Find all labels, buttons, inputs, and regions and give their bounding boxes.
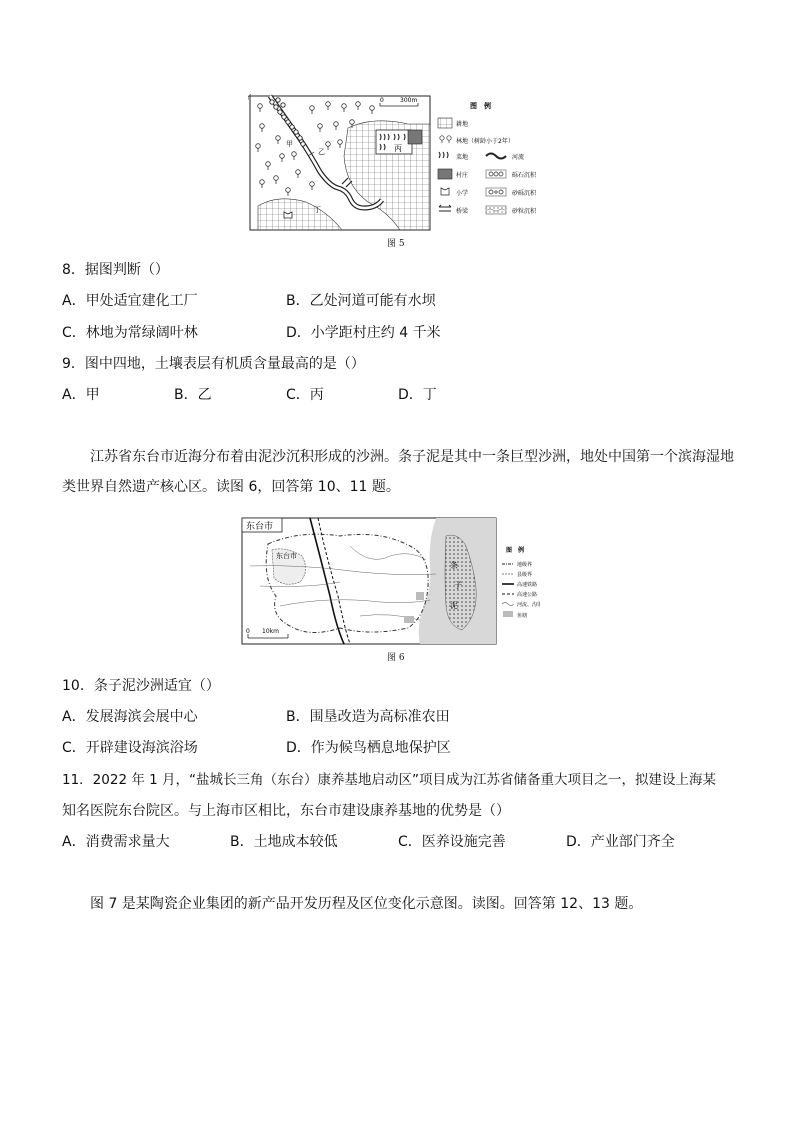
legend-vegetable: 菜地 — [456, 154, 469, 161]
scale-zero: 0 — [380, 97, 384, 104]
q8-option-b[interactable]: B．乙处河道可能有水坝 — [286, 293, 436, 309]
label-jia: 甲 — [286, 140, 293, 148]
fig6-legend-highway: 高速公路 — [517, 592, 538, 598]
q10-option-a[interactable]: A．发展海滨会展中心 — [62, 709, 198, 725]
q9-option-b[interactable]: B．乙 — [174, 387, 212, 403]
q9-option-d[interactable]: D．丁 — [398, 387, 437, 403]
question-9-stem: 9．图中四地，土壤表层有机质含量最高的是（） — [62, 356, 365, 372]
legend-bridge: 桥梁 — [456, 208, 469, 215]
q8-option-c[interactable]: C．林地为常绿阔叶林 — [62, 325, 198, 341]
fig6-legend-pond: 鱼塘 — [517, 613, 528, 619]
label-bing: 丙 — [394, 144, 402, 153]
q11-option-c[interactable]: C．医养设施完善 — [398, 834, 506, 850]
q8-option-a[interactable]: A．甲处适宜建化工厂 — [62, 293, 198, 309]
fig6-legend-prefecture: 地级界 — [517, 562, 533, 568]
question-11-stem-line1: 11．2022 年 1 月，“盐城长三角（东台）康养基地启动区”项目成为江苏省储备重大项目之一，拟建设上海某 — [62, 772, 716, 788]
question-8-stem: 8．据图判断（） — [62, 262, 169, 278]
q9-option-c[interactable]: C．丙 — [286, 387, 324, 403]
legend-title: 图 例 — [470, 102, 491, 110]
q9-option-a[interactable]: A．甲 — [62, 387, 100, 403]
legend-gravel: 砾石沉积 — [512, 172, 537, 179]
fig6-scale-label: 10km — [262, 628, 279, 635]
fig6-zi: 子 — [454, 581, 462, 590]
q10-option-c[interactable]: C．开辟建设海滨浴场 — [62, 740, 198, 756]
passage-12-13: 图 7 是某陶瓷企业集团的新产品开发历程及区位变化示意图。读图。回答第 12、13 题。 — [90, 896, 643, 912]
fig6-ni: 泥 — [450, 601, 458, 610]
figure-5-caption: 图 5 — [387, 239, 405, 249]
fig6-legend-river: 河流、沟渠 — [517, 602, 540, 608]
figure-6-caption: 图 6 — [387, 653, 405, 663]
figure-6 — [240, 516, 540, 648]
legend-sand: 砂粒沉积 — [512, 208, 537, 215]
fig6-city-label: 东台市 — [276, 552, 297, 560]
scale-label: 300m — [400, 97, 418, 104]
label-ding: 丁 — [314, 206, 321, 214]
fig6-scale-zero: 0 — [246, 628, 250, 635]
q8-option-d[interactable]: D．小学距村庄约 4 千米 — [286, 325, 441, 341]
fig6-legend-railway: 高速铁路 — [517, 582, 538, 588]
legend-cropland: 耕地 — [456, 121, 469, 128]
q11-option-b[interactable]: B．土地成本较低 — [230, 834, 338, 850]
fig6-legend-county: 县级界 — [517, 572, 533, 578]
q11-option-a[interactable]: A．消费需求量大 — [62, 834, 170, 850]
legend-sandgravel: 砂砾沉积 — [512, 190, 537, 197]
question-10-stem: 10．条子泥沙洲适宜（） — [62, 678, 220, 694]
fig6-legend-title: 图 例 — [506, 547, 525, 554]
figure-5 — [248, 94, 538, 244]
q11-option-d[interactable]: D．产业部门齐全 — [566, 834, 675, 850]
fig6-tiao: 条 — [450, 561, 458, 570]
question-11-stem-line2: 知名医院东台院区。与上海市区相比，东台市建设康养基地的优势是（） — [62, 803, 510, 819]
legend-village: 村庄 — [456, 172, 469, 179]
legend-river: 河流 — [512, 154, 525, 161]
legend-school: 小学 — [456, 190, 469, 197]
label-yi: 乙 — [318, 148, 325, 156]
q10-option-d[interactable]: D．作为候鸟栖息地保护区 — [286, 740, 451, 756]
legend-forest: 林地（树龄小于2年） — [456, 138, 514, 145]
q10-option-b[interactable]: B．围垦改造为高标准农田 — [286, 709, 450, 725]
passage-10-11: 江苏省东台市近海分布着由泥沙沉积形成的沙洲。条子泥是其中一条巨型沙洲，地处中国第一个滨海湿地类世界自然遗产核心区。读图 6，回答第 10、11 题。 — [62, 449, 734, 495]
fig6-title: 东台市 — [246, 522, 274, 532]
